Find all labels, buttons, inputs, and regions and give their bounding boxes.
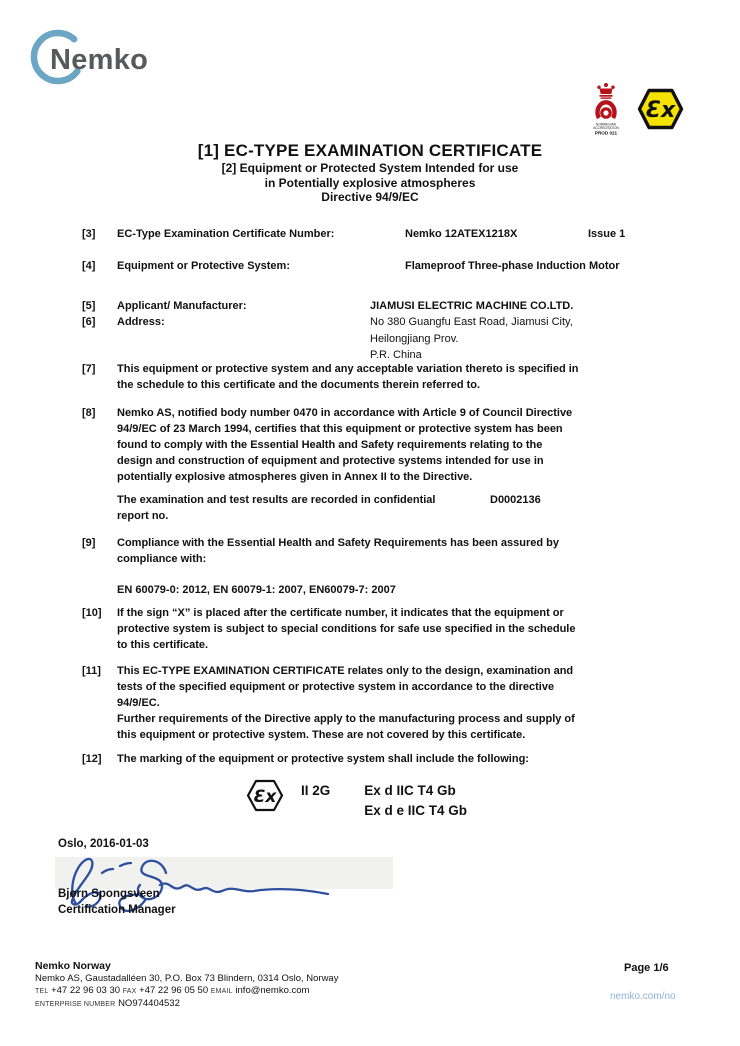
item-5-number: [5] xyxy=(82,300,96,312)
fax-value: +47 22 96 05 50 xyxy=(139,985,209,996)
item-10-text: If the sign “X” is placed after the certificate number, it indicates that the equipment or protective system is subject to special conditions for safe use specified in the schedule to this certificate. xyxy=(117,607,576,651)
certificate-subtitle-1: [2] Equipment or Protected System Intended for use xyxy=(221,161,519,175)
certificate-number-label: EC-Type Examination Certificate Number: xyxy=(117,228,335,240)
website-link[interactable]: nemko.com/no xyxy=(610,991,676,1002)
logo-text: Nemko xyxy=(50,44,149,76)
item-4-number: [4] xyxy=(82,260,96,272)
enterprise-number-label: ENTERPRISE NUMBER xyxy=(35,1001,116,1008)
atex-ex-glyph: Ɛx xyxy=(645,98,676,123)
enterprise-number-value: NO974404532 xyxy=(118,998,180,1009)
signer-name: Bjørn Spongsveen xyxy=(58,888,160,900)
email-label: EMAIL xyxy=(210,988,233,995)
address-label: Address: xyxy=(117,316,165,329)
accreditation-text-line2: ACCREDITATION xyxy=(593,126,619,130)
item-8-number: [8] xyxy=(82,407,96,419)
ex-marking-hexagon-icon xyxy=(246,779,284,812)
title-block xyxy=(0,141,740,205)
report-statement-line2: report no. xyxy=(117,510,169,522)
item-7-number: [7] xyxy=(82,363,96,375)
accreditation-text-line3: PROD 021 xyxy=(594,130,618,136)
report-statement: The examination and test results are recorded in confidential xyxy=(117,494,436,506)
place-and-date: Oslo, 2016-01-03 xyxy=(58,838,149,850)
item-11-number: [11] xyxy=(82,665,101,677)
certificate-subtitle-2: in Potentially explosive atmospheres xyxy=(264,175,476,190)
item-8-report xyxy=(82,492,682,524)
footer-contact-line xyxy=(35,985,338,998)
address-line-2: Heilongjiang Prov. xyxy=(370,332,459,345)
item-10 xyxy=(82,605,682,653)
item-7-text: This equipment or protective system and any acceptable variation thereto is specified in the schedule to this certificate and the documents therein referred to. xyxy=(117,363,579,391)
item-5-6 xyxy=(82,298,682,364)
marking-code-1: Ex d IIC T4 Gb xyxy=(364,783,456,798)
equipment-value: Flameproof Three-phase Induction Motor xyxy=(405,260,620,272)
address-line-1: No 380 Guangfu East Road, Jiamusi City, xyxy=(370,316,573,329)
item-9-text: Compliance with the Essential Health and Safety Requirements has been assured by compliance with: xyxy=(117,537,559,565)
fax-label: FAX xyxy=(122,988,137,995)
certificate-subtitle-3: Directive 94/9/EC xyxy=(321,190,419,204)
item-8 xyxy=(82,405,682,485)
marking-category: II 2G xyxy=(301,783,331,798)
item-8-text: Nemko AS, notified body number 0470 in accordance with Article 9 of Council Directive 94/9/EC of 23 March 1994, certifies that this equipment or protective system has been found to comply with the Essential Health and Safety requirements relating to the design and construction of equipment and protective systems intended for use in potentially explosive atmospheres given in Annex II to the Directive. xyxy=(117,407,573,483)
marking-code-2: Ex d e IIC T4 Gb xyxy=(364,803,468,818)
email-value: info@nemko.com xyxy=(235,985,310,996)
item-12-number: [12] xyxy=(82,753,102,765)
equipment-label: Equipment or Protective System: xyxy=(117,260,290,272)
item-3 xyxy=(82,226,682,242)
item-11 xyxy=(82,663,682,743)
atex-ex-hexagon-icon xyxy=(637,88,684,130)
footer-company-name: Nemko Norway xyxy=(35,960,111,972)
issue-number: Issue 1 xyxy=(588,228,626,240)
norwegian-accreditation-mark-icon xyxy=(586,82,626,136)
item-4 xyxy=(82,258,682,274)
item-9 xyxy=(82,535,682,598)
certificate-number-value: Nemko 12ATEX1218X xyxy=(405,228,518,240)
certificate-title: [1] EC-TYPE EXAMINATION CERTIFICATE xyxy=(197,141,543,160)
marking-block xyxy=(246,779,467,821)
signer-role: Certification Manager xyxy=(58,904,176,916)
applicant-label: Applicant/ Manufacturer: xyxy=(117,300,247,312)
standards-list: EN 60079-0: 2012, EN 60079-1: 2007, EN60079-7: 2007 xyxy=(117,584,396,596)
item-7 xyxy=(82,361,682,393)
item-12-text: The marking of the equipment or protective system shall include the following: xyxy=(117,753,529,765)
nemko-logo xyxy=(28,22,228,92)
item-3-number: [3] xyxy=(82,228,96,240)
footer-enterprise-line xyxy=(35,998,338,1011)
ex-marking-glyph: Ɛx xyxy=(253,787,277,807)
item-10-number: [10] xyxy=(82,607,102,619)
item-9-number: [9] xyxy=(82,537,96,549)
accreditation-text-line1: NORWEGIAN xyxy=(596,122,616,127)
item-11-text: This EC-TYPE EXAMINATION CERTIFICATE relates only to the design, examination and tests of the specified equipment or protective system in accordance to the directive 94/9/EC. Further requirements of the Directive apply to the manufacturing process and supply of this equipment or protective system. These are not covered by this certificate. xyxy=(117,665,575,741)
address-line-3: P.R. China xyxy=(370,349,422,362)
footer-contact-block xyxy=(35,960,338,1011)
applicant-value: JIAMUSI ELECTRIC MACHINE CO.LTD. xyxy=(370,300,574,312)
tel-value: +47 22 96 03 30 xyxy=(51,985,121,996)
page-number: Page 1/6 xyxy=(624,962,669,974)
report-number: D0002136 xyxy=(490,494,541,506)
tel-label: TEL xyxy=(35,988,49,995)
footer-address: Nemko AS, Gaustadalléen 30, P.O. Box 73 Blindern, 0314 Oslo, Norway xyxy=(35,973,339,984)
item-6-number: [6] xyxy=(82,316,96,329)
item-12 xyxy=(82,751,682,767)
